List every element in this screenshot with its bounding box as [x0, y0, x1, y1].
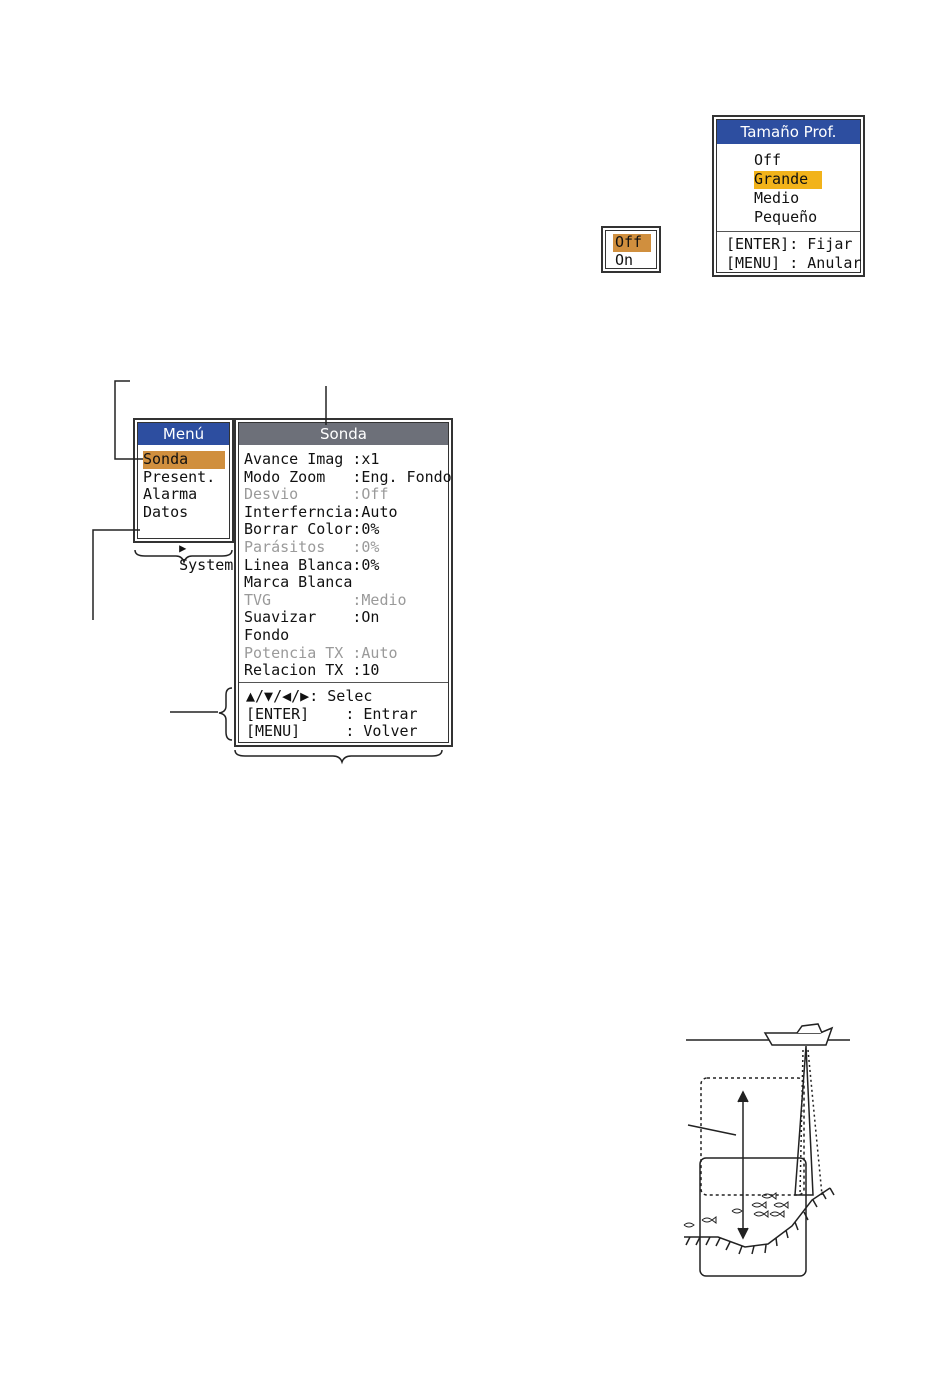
sonda-setting-label: Avance Imag: [244, 450, 353, 468]
sonda-setting-label: Parásitos: [244, 537, 353, 556]
menu-item-present[interactable]: Present.: [143, 468, 216, 486]
depth-size-option-grande[interactable]: Grande: [754, 171, 822, 189]
onoff-option-off[interactable]: Off: [613, 234, 651, 252]
sonda-setting-label: Modo Zoom: [244, 467, 353, 486]
sonda-footer-action: : Volver: [327, 722, 418, 741]
sonda-footer-key: ▲/▼/◀/▶: [246, 687, 310, 705]
sonda-setting-value: :Auto: [352, 502, 398, 521]
sonda-footer-action: : Selec: [309, 687, 373, 705]
sonda-setting-value: :10: [352, 661, 380, 680]
sounder-illustration: [684, 1024, 850, 1276]
sonda-setting-label: TVG: [244, 590, 353, 609]
sonda-setting-value: :x1: [352, 450, 380, 468]
sonda-setting-label: Suavizar: [244, 608, 353, 627]
sonda-setting-value: :0%: [352, 555, 380, 574]
sonda-setting-label: Marca Blanca: [244, 573, 353, 592]
depth-size-footer-menu: [MENU] : Anular: [726, 254, 862, 272]
menu-item-alarma[interactable]: Alarma: [143, 485, 198, 503]
sonda-setting-value: :Eng. Fondo: [352, 467, 452, 486]
sonda-setting-value: :Auto: [352, 643, 398, 662]
depth-size-option-off[interactable]: Off: [754, 151, 782, 169]
sonda-setting-label: Desvio: [244, 485, 353, 504]
onoff-option-on[interactable]: On: [615, 251, 634, 269]
main-menu-title: Menú: [138, 423, 229, 445]
sonda-setting-label: Borrar Color: [244, 520, 353, 539]
callout-line-system-arrow: [93, 530, 140, 620]
depth-size-option-pequeno[interactable]: Pequeño: [754, 208, 818, 226]
submenu-brace: [235, 750, 442, 762]
menu-item-datos[interactable]: Datos: [143, 503, 189, 521]
sonda-setting-label: Relacion TX: [244, 661, 353, 680]
sonda-footer-action: : Entrar: [327, 704, 418, 723]
sonda-setting-label: Interferncia: [244, 502, 353, 521]
system-arrow-icon: ▶: [179, 540, 187, 555]
sonda-footer-key: [ENTER]: [246, 704, 328, 723]
sonda-footer-key: [MENU]: [246, 722, 328, 741]
depth-size-option-medio[interactable]: Medio: [754, 189, 800, 207]
sonda-setting-value: :Off: [352, 485, 389, 504]
sonda-setting-value: :Medio: [352, 590, 407, 609]
zoom-range-dotted: [701, 1078, 804, 1195]
menu-item-system-label: System: [179, 556, 234, 575]
depth-size-popup-title: Tamaño Prof.: [717, 120, 860, 144]
menu-item-sonda[interactable]: Sonda: [143, 451, 225, 469]
depth-size-footer-enter: [ENTER]: Fijar: [726, 235, 853, 253]
sonda-submenu-title: Sonda: [239, 423, 448, 445]
sonda-setting-value: :On: [352, 608, 380, 627]
callout-line-menu-item: [115, 381, 143, 459]
sonda-setting-value: :0%: [352, 537, 380, 556]
sonda-setting-label: Fondo: [244, 625, 290, 644]
footer-brace: [219, 688, 232, 740]
sonda-setting-label: Linea Blanca: [244, 555, 353, 574]
sonda-setting-value: :0%: [352, 520, 380, 539]
menu-brace: [135, 550, 232, 562]
seabed-line: [684, 1188, 830, 1247]
sonda-setting-label: Potencia TX: [244, 643, 353, 662]
